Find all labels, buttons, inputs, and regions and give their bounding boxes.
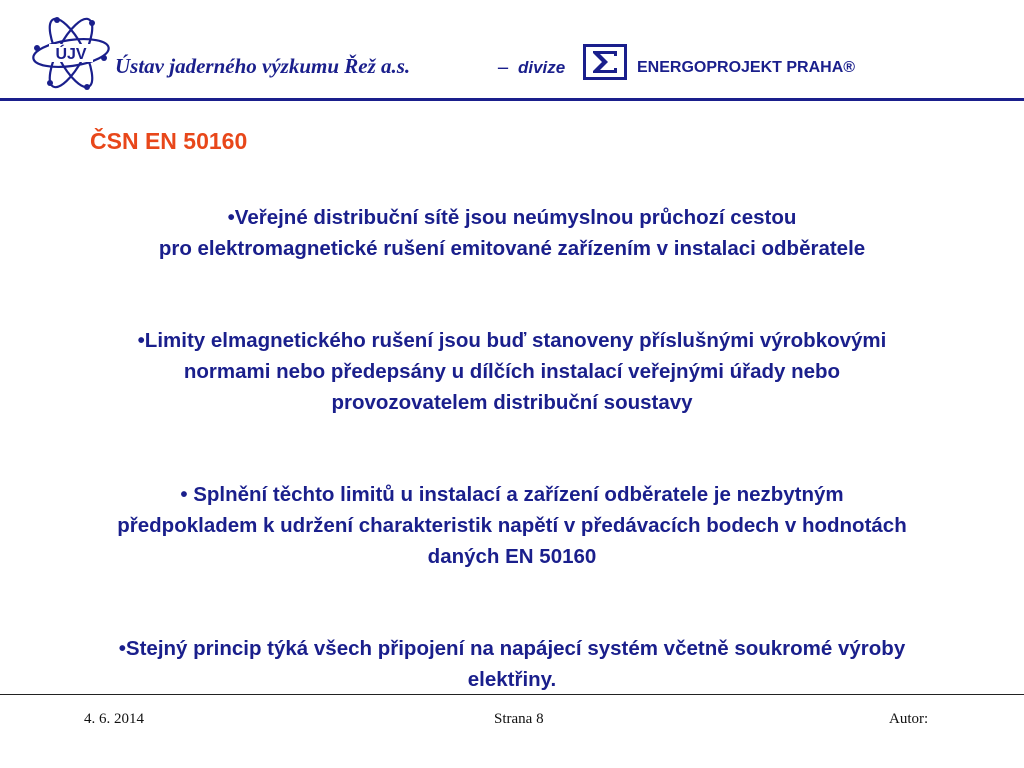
footer-author-label: Autor: [889,711,929,727]
bullet-item [12,479,1012,572]
footer-page-number: Strana 8 [494,711,544,727]
bullet-line: daných EN 50160 [427,545,597,568]
bullet-item [12,202,1012,264]
footer-divider [0,694,1024,695]
bullet-line: •Limity elmagnetického rušení jsou buď stanoveny příslušnými výrobkovými [137,329,887,352]
bullet-line: pro elektromagnetické rušení emitované zařízením v instalaci odběratele [158,237,866,260]
slide-title: ČSN EN 50160 [90,128,248,154]
ujv-atom-logo [30,10,112,96]
footer-date: 4. 6. 2014 [84,711,144,727]
slide-header [0,0,1024,100]
bullet-line: elektřiny. [467,668,557,691]
partner-name: ENERGOPROJEKT PRAHA® [637,59,856,76]
bullet-line: • Splnění těchto limitů u instalací a zařízení odběratele je nezbytným [180,483,844,506]
ujv-logo-text: ÚJV [55,46,87,63]
bullet-line: předpokladem k udržení charakteristik napětí v předávacích bodech v hodnotách [117,514,907,537]
sigma-logo-icon [583,44,627,80]
bullet-item [12,633,1012,695]
header-separator: – [498,56,508,78]
bullet-item [12,325,1012,418]
bullet-line: •Stejný princip týká všech připojení na napájecí systém včetně soukromé výroby [118,637,906,660]
bullet-line: •Veřejné distribuční sítě jsou neúmyslnou průchozí cestou [227,206,797,229]
bullet-line: normami nebo předepsány u dílčích instalací veřejnými úřady nebo [183,360,841,383]
division-label: divize [518,58,566,77]
organization-name: Ústav jaderného výzkumu Řež a.s. [115,54,411,78]
bullet-line: provozovatelem distribuční soustavy [331,391,693,414]
header-divider [0,98,1024,101]
